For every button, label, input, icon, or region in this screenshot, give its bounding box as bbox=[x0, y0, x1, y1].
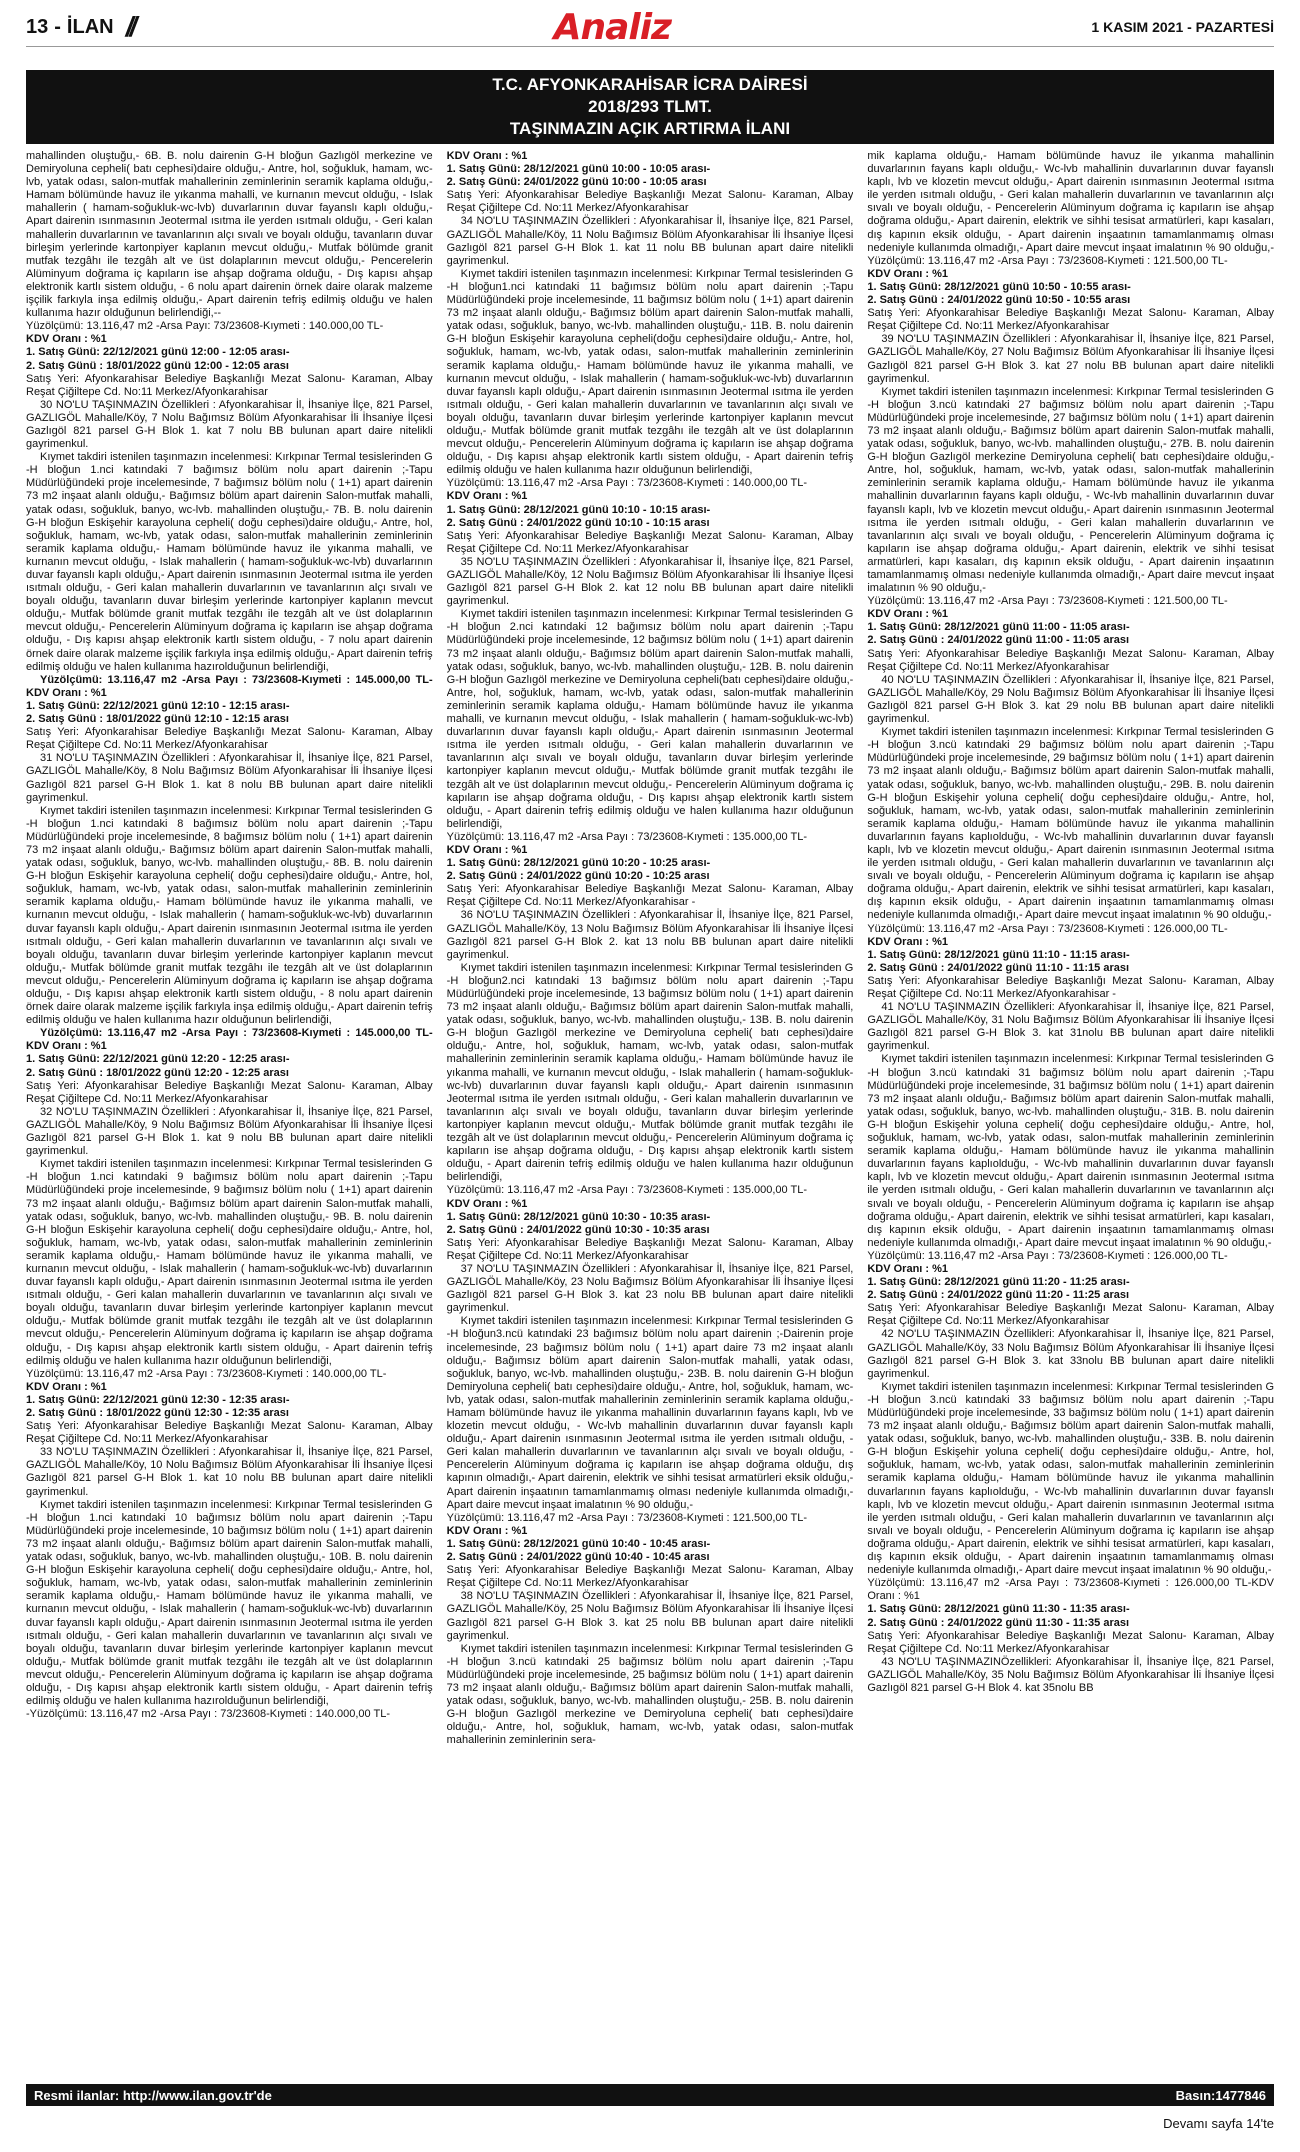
valuation-report: Kıymet takdiri istenilen taşınmazın incelenmesi: Kırkpınar Termal tesislerinden G -H bloğun 3.ncü katındaki 31 bağımsız bölüm nolu apart dairenin ;-Tapu Müdürlüğündeki proje incelemesinde, 31 bağımsız bölüm nolu ( 1+1) apart dairenin 73 m2 inşaat alanlı olduğu,- Bağımsız bölüm apart dairenin Salon-mutfak mahalli, yatak odası, soğukluk, banyo, wc-lvb. mahallinden oluştuğu,- 31B. B. nolu dairenin G-H bloğun Eskişehir yoluna cepheli( doğu cephesi)daire olduğu,- Antre, hol, soğukluk, hamam, wc-lvb, yatak odası, salon-mutfak mahallerinin zeminlerinin seramik kaplama olduğu,- Hamam bölümünde havuz ile yıkanma mahallinin duvarlarının fayans kaplıolduğu, - Wc-lvb mahallinin duvarlarının duvar fayanslı kaplı, lvb ve klozetin mevcut olduğu,- Apart dairenin ısınmasının Jeotermal ısıtma ile yerden ısıtmalı olduğu, - Geri kalan mahallerin duvarlarının ve tavanlarının alçı sıvalı ve boyalı olduğu, - Pencerelerin Alüminyum doğrama iç kapıların ise ahşap doğrama olduğu,- Apart dairenin, elektrik ve sihhi tesisat armatürleri, kapı kasaları, dış kapının eksik olduğu, - Apart dairenin inşaatının tamamlanmamış olması nedeniyle kullanımda olmadığı,- Apart daire mevcut inşaat imalatının % 90 olduğu,- bbox=[867, 1053, 1274, 1249]
valuation-report: Kıymet takdiri istenilen taşınmazın incelenmesi: Kırkpınar Termal tesislerinden G -H bloğun 3.ncü katındaki 29 bağımsız bölüm nolu apart dairenin ;-Tapu Müdürlüğündeki proje incelemesinde, 29 bağımsız bölüm nolu ( 1+1) apart dairenin 73 m2 inşaat alanlı olduğu,- Bağımsız bölüm apart dairenin Salon-mutfak mahalli, yatak odası, soğukluk, banyo, wc-lvb. mahallinden oluştuğu,- 29B. B. nolu dairenin G-H bloğun Eskişehir yoluna cepheli( doğu cephesi)daire olduğu,- Antre, hol, soğukluk, hamam, wc-lvb, yatak odası, salon-mutfak mahallerinin zeminlerinin seramik kaplama olduğu,- Hamam bölümünde havuz ile yıkanma mahallinin duvarlarının fayans kaplıolduğu, - Wc-lvb mahallinin duvarlarının duvar fayanslı kaplı, lvb ve klozetin mevcut olduğu,- Apart dairenin ısınmasının Jeotermal ısıtma ile yerden ısıtmalı olduğu, - Geri kalan mahallerin duvarlarının ve tavanlarının alçı sıvalı ve boyalı olduğu, - Pencerelerin Alüminyum doğrama iç kapıların ise ahşap doğrama olduğu,- Apart dairenin, elektrik ve sihhi tesisat armatürleri, kapı kasaları, dış kapının eksik olduğu, - Apart dairenin inşaatının tamamlanmamış olması nedeniyle kullanımda olmadığı,- Apart daire mevcut inşaat imalatının % 90 olduğu,- bbox=[867, 726, 1274, 922]
sale-place: Satış Yeri: Afyonkarahisar Belediye Başkanlığı Mezat Salonu- Karaman, Albay Reşat Çiğiltepe Cd. No:11 Merkez/Afyonkarahisar bbox=[26, 372, 433, 398]
notice-title: TAŞINMAZIN AÇIK ARTIRMA İLANI bbox=[509, 119, 791, 138]
valuation-report: Kıymet takdiri istenilen taşınmazın incelenmesi: Kırkpınar Termal tesislerinden G -H bloğun1.nci katındaki 11 bağımsız bölüm nolu apart dairenin ;-Tapu Müdürlüğündeki proje incelemesinde, 11 bağımsız bölüm nolu ( 1+1) apart dairenin 73 m2 inşaat alanlı olduğu,- Bağımsız bölüm apart dairenin Salon-mutfak mahalli, yatak odası, soğukluk, banyo, wc-lvb. mahallinden oluştuğu,- 11B. B. nolu dairenin G-H bloğun Eskişehir karayoluna cepheli(doğu cephesi)daire olduğu,- Antre, hol, soğukluk, hamam, wc-lvb, yatak odası, salon-mutfak mahallerinin zeminlerinin seramik kaplama olduğu,- Hamam bölümünde havuz ile yıkanma mahalli, ve kurnanın mevcut olduğu, - Islak mahallerin ( hamam-soğukluk-wc-lvb) duvarlarının duvar fayanslı kaplı olduğu,- Apart dairenin ısınmasının Jeotermal ısıtma ile yerden ısıtmalı olduğu, - Geri kalan mahallerin duvarlarının ve tavanlarının alçı sıvalı ve boyalı olduğu, tavanların duvar birleşim yerlerinde kartonpiyer kaplanın mevcut olduğu,- Mutfak bölümde granit mutfak tezgâhı ile tezgâh alt ve üst dolaplarının mevcut olduğu,- Pencerelerin Alüminyum doğrama iç kapıların ise ahşap doğrama olduğu, - Dış kapısı ahşap elektronik kartlı sistem olduğu, - Apart dairenin tefriş edilmiş olduğu ve halen kullanıma hazır olduğunun belirlendiği, bbox=[446, 267, 854, 477]
property-value: Yüzölçümü: 13.116,47 m2 -Arsa Payı : 73/23608-Kıymeti : 145.000,00 TL-KDV Oranı : %1 bbox=[26, 1027, 433, 1053]
kdv-rate: KDV Oranı : %1 bbox=[26, 333, 107, 346]
sale-date-2: 2. Satış Günü : 24/01/2022 günü 10:30 - 10:35 arası bbox=[446, 1223, 710, 1236]
kdv-rate: KDV Oranı : %1 bbox=[867, 608, 949, 621]
sale-date-1: 1. Satış Günü: 28/12/2021 günü 10:20 - 10:25 arası- bbox=[446, 857, 711, 870]
sale-date-1: 1. Satış Günü: 22/12/2021 günü 12:20 - 12:25 arası- bbox=[26, 1053, 290, 1066]
column-2 bbox=[447, 150, 854, 2075]
valuation-report: Kıymet takdiri istenilen taşınmazın incelenmesi: Kırkpınar Termal tesislerinden G -H bloğun 2.nci katındaki 12 bağımsız bölüm nolu apart dairenin ;-Tapu Müdürlüğündeki proje incelemesinde, 12 bağımsız bölüm nolu ( 1+1) apart dairenin 73 m2 inşaat alanlı olduğu,- Bağımsız bölüm apart dairenin Salon-mutfak mahalli, yatak odası, soğukluk, banyo, wc-lvb. mahallinden oluştuğu,- 12B. B. nolu dairenin G-H bloğun Gazlıgöl merkezine ve Demiryoluna cepheli(batı cephesi)daire olduğu,- Antre, hol, soğukluk, hamam, wc-lvb, yatak odası, salon-mutfak mahallerinin zeminlerinin seramik kaplama olduğu,- Hamam bölümünde havuz ile yıkanma mahalli, ve kurnanın mevcut olduğu, - Islak mahallerin ( hamam-soğukluk-wc-lvb) duvarlarının duvar fayanslı kaplı olduğu,- Apart dairenin ısınmasının Jeotermal ısıtma ile yerden ısıtmalı olduğu, - Geri kalan mahallerin duvarlarının ve tavanlarının alçı sıvalı ve boyalı olduğu, tavanların duvar birleşim yerlerinde kartonpiyer kaplanın mevcut olduğu,- Mutfak bölümde granit mutfak tezgâhı ile tezgâh alt ve üst dolaplarının mevcut olduğu,- Pencerelerin Alüminyum doğrama iç kapıların ise ahşap doğrama olduğu, - Dış kapısı ahşap elektronik kartlı sistem olduğu, - Apart dairenin tefriş edilmiş olduğu ve halen kullanıma hazır olduğunun belirlendiği, bbox=[446, 608, 854, 830]
paragraph: mik kaplama olduğu,- Hamam bölümünde havuz ile yıkanma mahallinin duvarlarının fayans kaplı olduğu,- Wc-lvb mahallinin duvarlarının duvar fayanslı kaplı, lvb ve klozetin mevcut olduğu,- Apart dairenin ısınmasının Jeotermal ısıtma ile yerden ısıtmalı olduğu, - Geri kalan mahallerin duvarlarının ve tavanlarının alçı sıvalı ve boyalı olduğu, - Pencerelerin Alüminyum doğrama iç kapıların ise ahşap doğrama olduğu,- Apart dairenin, elektrik ve sihhi tesisat armatürleri, kapı kasaları, dış kapının eksik olduğu, - Apart dairenin inşaatının tamamlanmamış olması nedeniyle kullanımda olmadığı,- Apart daire mevcut inşaat imalatının % 90 olduğu,-Yüzölçümü: 13.116,47 m2 -Arsa Payı : 73/23608-Kıymeti : 121.500,00 TL- bbox=[867, 150, 1274, 267]
sale-place: Satış Yeri: Afyonkarahisar Belediye Başkanlığı Mezat Salonu- Karaman, Albay Reşat Çiğiltepe Cd. No:11 Merkez/Afyonkarahisar - bbox=[446, 883, 854, 909]
property-value: Yüzölçümü: 13.116,47 m2 -Arsa Payı : 73/23608-Kıymeti : 135.000,00 TL- bbox=[446, 830, 808, 843]
kdv-rate: KDV Oranı : %1 bbox=[446, 1524, 528, 1537]
valuation-report: Kıymet takdiri istenilen taşınmazın incelenmesi: Kırkpınar Termal tesislerinden G -H bloğun 1.nci katındaki 10 bağımsız bölüm nolu apart dairenin ;-Tapu Müdürlüğündeki proje incelemesinde, 10 bağımsız bölüm nolu ( 1+1) apart dairenin 73 m2 inşaat alanlı olduğu,- Bağımsız bölüm apart dairenin Salon-mutfak mahalli, yatak odası, soğukluk, banyo, wc-lvb. mahallinden oluştuğu,- 10B. B. nolu dairenin G-H bloğun Eskişehir karayoluna cepheli( doğu cephesi)daire olduğu,- Antre, hol, soğukluk, hamam, wc-lvb, yatak odası, salon-mutfak mahallerinin zeminlerinin seramik kaplama olduğu,- Hamam bölümünde havuz ile yıkanma mahalli, ve kurnanın mevcut olduğu, - Islak mahallerin ( hamam-soğukluk-wc-lvb) duvarlarının duvar fayanslı kaplı olduğu,- Apart dairenin ısınmasının Jeotermal ısıtma ile yerden ısıtmalı olduğu, - Geri kalan mahallerin duvarlarının ve tavanlarının alçı sıvalı ve boyalı olduğu, tavanların duvar birleşim yerlerinde kartonpiyer kaplanın mevcut olduğu,- Mutfak bölümde granit mutfak tezgâhı ile tezgâh alt ve üst dolaplarının mevcut olduğu,- Pencerelerin Alüminyum doğrama iç kapıların ise ahşap doğrama olduğu, - Dış kapısı ahşap elektronik kartlı sistem olduğu, - Apart dairenin tefriş edilmiş olduğu ve halen kullanıma hazırolduğunun belirlendiği, bbox=[26, 1498, 433, 1708]
masthead-left bbox=[26, 11, 133, 43]
slashes-decoration-icon: // bbox=[125, 11, 134, 42]
property-value: Yüzölçümü: 13.116,47 m2 -Arsa Payı : 73/23608-Kıymeti : 145.000,00 TL-KDV Oranı : %1 bbox=[26, 673, 433, 699]
property-features: 38 NO'LU TAŞINMAZIN Özellikleri : Afyonkarahisar İl, İhsaniye İlçe, 821 Parsel, GAZLIGÖL Mahalle/Köy, 25 Nolu Bağımsız Bölüm Afyonkarahisar İli İhsaniye İlçesi Gazlıgöl 821 parsel G-H Blok 3. kat 25 nolu BB bulunan apart daire nitelikli gayrimenkul. bbox=[446, 1590, 854, 1642]
property-value: -Yüzölçümü: 13.116,47 m2 -Arsa Payı : 73/23608-Kıymeti : 140.000,00 TL- bbox=[26, 1708, 391, 1721]
sale-place: Satış Yeri: Afyonkarahisar Belediye Başkanlığı Mezat Salonu- Karaman, Albay Reşat Çiğiltepe Cd. No:11 Merkez/Afyonkarahisar bbox=[26, 726, 433, 752]
sale-date-2: 2. Satış Günü : 18/01/2022 günü 12:20 - 12:25 arası bbox=[26, 1066, 289, 1079]
property-features: 39 NO'LU TAŞINMAZIN Özellikleri : Afyonkarahisar İl, İhsaniye İlçe, 821 Parsel, GAZLIGÖL Mahalle/Köy, 27 Nolu Bağımsız Bölüm Afyonkarahisar İli İhsaniye İlçesi Gazlıgöl 821 parsel G-H Blok 3. kat 27 nolu BB bulunan apart daire nitelikli gayrimenkul. bbox=[867, 333, 1274, 385]
property-value: Yüzölçümü: 13.116,47 m2 -Arsa Payı : 73/23608-Kıymeti : 135.000,00 TL- bbox=[446, 1184, 808, 1197]
property-features: 36 NO'LU TAŞINMAZIN Özellikleri : Afyonkarahisar İl, İhsaniye İlçe, 821 Parsel, GAZLIGÖL Mahalle/Köy, 13 Nolu Bağımsız Bölüm Afyonkarahisar İli İhsaniye İlçesi Gazlıgöl 821 parsel G-H Blok 2. kat 13 nolu BB bulunan apart daire nitelikli gayrimenkul. bbox=[446, 909, 854, 961]
property-value: Yüzölçümü: 13.116,47 m2 -Arsa Payı : 73/23608-Kıymeti : 126.000,00 TL- bbox=[867, 1249, 1228, 1262]
notice-body bbox=[26, 150, 1274, 2075]
sale-date-1: 1. Satış Günü: 22/12/2021 günü 12:10 - 12:15 arası- bbox=[26, 699, 290, 712]
sale-date-2: 2. Satış Günü : 18/01/2022 günü 12:00 - 12:05 arası bbox=[26, 359, 289, 372]
sale-date-1: 1. Satış Günü: 28/12/2021 günü 10:40 - 10:45 arası- bbox=[446, 1537, 711, 1550]
notice-case-number: 2018/293 TLMT. bbox=[588, 97, 712, 116]
valuation-report: Kıymet takdiri istenilen taşınmazın incelenmesi: Kırkpınar Termal tesislerinden G -H bloğun3.ncü katındaki 23 bağımsız bölüm nolu apart dairenin ;-Dairenin proje incelemesinde, 23 bağımsız bölüm nolu ( 1+1) apart daire 73 m2 inşaat alanlı olduğu,- Bağımsız bölüm apart dairenin Salon-mutfak mahalli, yatak odası, soğukluk, banyo, wc-lvb. mahallinden oluştuğu,- 23B. B. nolu dairenin G-H bloğun Demiryoluna cepheli( batı cephesi)daire olduğu,- Antre, hol, soğukluk, hamam, wc-lvb, yatak odası, salon-mutfak mahallerinin zeminlerinin seramik kaplama olduğu,- Hamam bölümünde havuz ile yıkanma mahallinin duvarlarının fayans kaplı, lvb ve klozetin mevcut olduğu, - Wc-lvb mahallinin duvarlarının duvar fayanslı kaplı olduğu,- Apart dairenin ısınmasının Jeotermal ısıtma ile yerden ısıtmalı olduğu, - Geri kalan mahallerin duvarlarının ve tavanlarının alçı sıvalı ve boyalı olduğu, - Pencerelerin Alüminyum doğrama iç kapıların ise ahşap doğrama olduğu, dış kapının olmadığı,- Apart dairenin, elektrik ve sihhi tesisat armatürleri eksik olduğu,- Apart dairenin inşaatının tamamlanmamış olması nedeniyle kullanımda olmadığı,- Apart daire mevcut inşaat imalatının % 90 olduğu,- bbox=[446, 1315, 854, 1511]
column-1 bbox=[26, 150, 433, 2075]
sale-date-1: 1. Satış Günü: 28/12/2021 günü 10:50 - 10:55 arası- bbox=[867, 280, 1131, 293]
property-features: 41 NO'LU TAŞINMAZIN Özellikleri: Afyonkarahisar İl, İhsaniye İlçe, 821 Parsel, GAZLIGÖL Mahalle/Köy, 31 Nolu Bağımsız Bölüm Afyonkarahisar İli İhsaniye İlçesi Gazlıgöl 821 parsel G-H Blok 3. kat 31nolu BB bulunan apart daire nitelikli gayrimenkul. bbox=[867, 1001, 1274, 1053]
sale-date-1: 1. Satış Günü: 28/12/2021 günü 10:10 - 10:15 arası- bbox=[446, 503, 711, 516]
sale-date-2: 2. Satış Günü : 18/01/2022 günü 12:10 - 12:15 arası bbox=[26, 713, 289, 726]
sale-place: Satış Yeri: Afyonkarahisar Belediye Başkanlığı Mezat Salonu- Karaman, Albay Reşat Çiğiltepe Cd. No:11 Merkez/Afyonkarahisar bbox=[867, 1629, 1274, 1655]
sale-place: Satış Yeri: Afyonkarahisar Belediye Başkanlığı Mezat Salonu- Karaman, Albay Reşat Çiğiltepe Cd. No:11 Merkez/Afyonkarahisar bbox=[867, 1302, 1274, 1328]
sale-place: Satış Yeri: Afyonkarahisar Belediye Başkanlığı Mezat Salonu- Karaman, Albay Reşat Çiğiltepe Cd. No:11 Merkez/Afyonkarahisar bbox=[867, 307, 1274, 333]
property-features: 33 NO'LU TAŞINMAZIN Özellikleri : Afyonkarahisar İl, İhsaniye İlçe, 821 Parsel, GAZLIGÖL Mahalle/Köy, 10 Nolu Bağımsız Bölüm Afyonkarahisar İli İhsaniye İlçesi Gazlıgöl 821 parsel G-H Blok 1. kat 10 nolu BB bulunan apart daire nitelikli gayrimenkul. bbox=[26, 1446, 433, 1498]
section-title: İLAN bbox=[66, 15, 114, 38]
sale-date-1: 1. Satış Günü: 28/12/2021 günü 11:00 - 11:05 arası- bbox=[867, 621, 1130, 634]
official-ads-link[interactable]: Resmi ilanlar: http://www.ilan.gov.tr'de bbox=[34, 2087, 272, 2103]
property-value: Yüzölçümü: 13.116,47 m2 -Arsa Payı : 73/23608-Kıymeti : 126.000,00 TL- bbox=[867, 922, 1228, 935]
kdv-rate: KDV Oranı : %1 bbox=[446, 1197, 528, 1210]
sale-date-2: 2. Satış Günü : 24/01/2022 günü 11:20 - 11:25 arası bbox=[867, 1289, 1130, 1302]
sale-date-1: 1. Satış Günü: 22/12/2021 günü 12:30 - 12:35 arası- bbox=[26, 1393, 290, 1406]
press-number: Basın:1477846 bbox=[1175, 2087, 1266, 2103]
continued-note: Devamı sayfa 14'te bbox=[1163, 2116, 1274, 2131]
property-value: Yüzölçümü: 13.116,47 m2 -Arsa Payı : 73/23608-Kıymeti : 121.500,00 TL- bbox=[446, 1511, 808, 1524]
valuation-report: Kıymet takdiri istenilen taşınmazın incelenmesi: Kırkpınar Termal tesislerinden G -H bloğun 3.ncü katındaki 25 bağımsız bölüm nolu apart dairenin ;-Tapu Müdürlüğündeki proje incelemesinde, 25 bağımsız bölüm nolu ( 1+1) apart dairenin 73 m2 inşaat alanlı olduğu,- Bağımsız bölüm apart dairenin Salon-mutfak mahalli, yatak odası, soğukluk, banyo, wc-lvb. mahallinden oluştuğu,- 25B. B. nolu dairenin G-H bloğun Gazlıgöl merkezine ve Demiryoluna cepheli( batı cephesi)daire olduğu,- Antre, hol, soğukluk, hamam, wc-lvb, yatak odası, salon-mutfak mahallerinin zeminlerinin sera- bbox=[446, 1642, 854, 1747]
property-features: 31 NO'LU TAŞINMAZIN Özellikleri : Afyonkarahisar İl, İhsaniye İlçe, 821 Parsel, GAZLIGÖL Mahalle/Köy, 8 Nolu Bağımsız Bölüm Afyonkarahisar İli İhsaniye İlçesi Gazlıgöl 821 parsel G-H Blok 1. kat 8 nolu BB bulunan apart daire nitelikli gayrimenkul. bbox=[26, 752, 433, 804]
section-title-prefix: - bbox=[54, 15, 61, 38]
valuation-report: Kıymet takdiri istenilen taşınmazın incelenmesi: Kırkpınar Termal tesislerinden G -H bloğun 3.ncü katındaki 27 bağımsız bölüm nolu apart dairenin ;-Tapu Müdürlüğündeki proje incelemesinde, 27 bağımsız bölüm nolu ( 1+1) apart dairenin 73 m2 inşaat alanlı olduğu,- Bağımsız bölüm apart dairenin Salon-mutfak mahalli, yatak odası, soğukluk, banyo, wc-lvb. mahallinden oluştuğu,- 27B. B. nolu dairenin G-H bloğun Gazlıgöl merkezine Demiryoluna cepheli( batı cephesi)daire olduğu,- Antre, hol, soğukluk, hamam, wc-lvb, yatak odası, salon-mutfak mahallerinin zeminlerinin seramik kaplama olduğu,- Hamam bölümünde havuz ile yıkanma mahallinin duvarlarının fayans kaplı olduğu, - Wc-lvb mahallinin duvarlarının duvar fayanslı kaplı, lvb ve klozetin mevcut olduğu,- Apart dairenin ısınmasının Jeotermal ısıtma ile yerden ısıtmalı olduğu, - Geri kalan mahallerin duvarlarının ve tavanlarının alçı sıvalı ve boyalı olduğu, - Pencerelerin Alüminyum doğrama iç kapıların ise ahşap doğrama olduğu,- Apart dairenin, elektrik ve sihhi tesisat armatürleri, kapı kasaları, dış kapının eksik olduğu, - Apart dairenin inşaatının tamamlanmamış olması nedeniyle kullanımda olmadığı,- Apart daire mevcut inşaat imalatının % 90 olduğu,- bbox=[867, 385, 1274, 595]
footer-bar bbox=[26, 2084, 1274, 2106]
sale-date-1: 1. Satış Günü: 22/12/2021 günü 12:00 - 12:05 arası- bbox=[26, 346, 290, 359]
property-value: Yüzölçümü: 13.116,47 m2 -Arsa Payı : 73/23608-Kıymeti : 121.500,00 TL- bbox=[867, 595, 1228, 608]
kdv-rate: KDV Oranı : %1 bbox=[446, 490, 528, 503]
valuation-report: Kıymet takdiri istenilen taşınmazın incelenmesi: Kırkpınar Termal tesislerinden G -H bloğun 1.nci katındaki 7 bağımsız bölüm nolu apart dairenin ;-Tapu Müdürlüğündeki proje incelemesinde, 7 bağımsız bölüm nolu ( 1+1) apart dairenin 73 m2 inşaat alanlı olduğu,- Bağımsız bölüm apart dairenin Salon-mutfak mahalli, yatak odası, soğukluk, banyo, wc-lvb. mahallinden oluştuğu,- 7B. B. nolu dairenin G-H bloğun Eskişehir karayoluna cepheli( doğu cephesi)daire olduğu,- Antre, hol, soğukluk, hamam, wc-lvb, yatak odası, salon-mutfak mahallerinin zeminlerinin seramik kaplama olduğu,- Hamam bölümünde havuz ile yıkanma mahalli, ve kurnanın mevcut olduğu, - Islak mahallerin ( hamam-soğukluk-wc-lvb) duvarlarının duvar fayanslı kaplı olduğu,- Apart dairenin ısınmasının Jeotermal ısıtma ile yerden ısıtmalı olduğu, - Geri kalan mahallerin duvarlarının ve tavanlarının alçı sıvalı ve boyalı olduğu, tavanların duvar birleşim yerlerinde kartonpiyer kaplanın mevcut olduğu,- Mutfak bölümde granit mutfak tezgâhı ile tezgâh alt ve üst dolaplarının mevcut olduğu,- Pencerelerin Alüminyum doğrama iç kapıların ise ahşap doğrama olduğu, - Dış kapısı ahşap elektronik kartlı sistem olduğu, - 7 nolu apart dairenin örnek daire olarak malzeme işçilik farkıyla inşa edilmiş olduğu,- Apart dairenin tefriş edilmiş olduğu ve halen kullanıma hazırolduğunun belirlendiği, bbox=[26, 451, 433, 673]
valuation-report: Kıymet takdiri istenilen taşınmazın incelenmesi: Kırkpınar Termal tesislerinden G -H bloğun 1.nci katındaki 8 bağımsız bölüm nolu apart dairenin ;-Tapu Müdürlüğündeki proje incelemesinde, 8 bağımsız bölüm nolu ( 1+1) apart dairenin 73 m2 inşaat alanlı olduğu,- Bağımsız bölüm apart dairenin Salon-mutfak mahalli, yatak odası, soğukluk, banyo, wc-lvb. mahallinden oluştuğu,- 8B. B. nolu dairenin G-H bloğun Eskişehir karayoluna cepheli( doğu cephesi)daire olduğu,- Antre, hol, soğukluk, hamam, wc-lvb, yatak odası, salon-mutfak mahallerinin zeminlerinin seramik kaplama olduğu,- Hamam bölümünde havuz ile yıkanma mahalli, ve kurnanın mevcut olduğu, - Islak mahallerin ( hamam-soğukluk-wc-lvb) duvarlarının duvar fayanslı kaplı olduğu,- Apart dairenin ısınmasının Jeotermal ısıtma ile yerden ısıtmalı olduğu, - Geri kalan mahallerin duvarlarının ve tavanlarının alçı sıvalı ve boyalı olduğu, tavanların duvar birleşim yerlerinde kartonpiyer kaplanın mevcut olduğu,- Mutfak bölümde granit mutfak tezgâhı ile tezgâh alt ve üst dolaplarının mevcut olduğu,- Pencerelerin Alüminyum doğrama iç kapıların ise ahşap doğrama olduğu, - Dış kapısı ahşap elektronik kartlı sistem olduğu, - 8 nolu apart dairenin örnek daire olarak malzeme işçilik farkıyla inşa edilmiş olduğu,- Apart dairenin tefriş edilmiş olduğu ve halen kullanıma hazır olduğunun belirlendiği, bbox=[26, 804, 433, 1027]
property-features: 30 NO'LU TAŞINMAZIN Özellikleri : Afyonkarahisar İl, İhsaniye İlçe, 821 Parsel, GAZLIGÖL Mahalle/Köy, 7 Nolu Bağımsız Bölüm Afyonkarahisar İli İhsaniye İlçesi Gazlıgöl 821 parsel G-H Blok 1. kat 7 nolu BB bulunan apart daire nitelikli gayrimenkul. bbox=[26, 398, 433, 451]
sale-date-2: 2. Satış Günü : 24/01/2022 günü 10:40 - 10:45 arası bbox=[446, 1551, 710, 1564]
sale-place: Satış Yeri: Afyonkarahisar Belediye Başkanlığı Mezat Salonu- Karaman, Albay Reşat Çiğiltepe Cd. No:11 Merkez/Afyonkarahisar bbox=[446, 1236, 854, 1262]
sale-place: Satış Yeri: Afyonkarahisar Belediye Başkanlığı Mezat Salonu- Karaman, Albay Reşat Çiğiltepe Cd. No:11 Merkez/Afyonkarahisar bbox=[446, 189, 854, 215]
sale-date-1: 1. Satış Günü: 28/12/2021 günü 10:30 - 10:35 arası- bbox=[446, 1210, 711, 1223]
sale-date-2: 2. Satış Günü: 24/01/2022 günü 10:00 - 10:05 arası bbox=[446, 176, 707, 189]
notice-authority: T.C. AFYONKARAHİSAR İCRA DAİRESİ bbox=[492, 75, 808, 94]
sale-place: Satış Yeri: Afyonkarahisar Belediye Başkanlığı Mezat Salonu- Karaman, Albay Reşat Çiğiltepe Cd. No:11 Merkez/Afyonkarahisar bbox=[26, 1420, 433, 1446]
property-features: 42 NO'LU TAŞINMAZIN Özellikleri: Afyonkarahisar İl, İhsaniye İlçe, 821 Parsel, GAZLIGÖL Mahalle/Köy, 33 Nolu Bağımsız Bölüm Afyonkarahisar İli İhsaniye İlçesi Gazlıgöl 821 parsel G-H Blok 3. kat 33nolu BB bulunan apart daire nitelikli gayrimenkul. bbox=[867, 1328, 1274, 1380]
sale-date-2: 2. Satış Günü : 24/01/2022 günü 10:10 - 10:15 arası bbox=[446, 516, 710, 529]
property-features: 32 NO'LU TAŞINMAZIN Özellikleri : Afyonkarahisar İl, İhsaniye İlçe, 821 Parsel, GAZLIGÖL Mahalle/Köy, 9 Nolu Bağımsız Bölüm Afyonkarahisar İli İhsaniye İlçesi Gazlıgöl 821 parsel G-H Blok 1. kat 9 nolu BB bulunan apart daire nitelikli gayrimenkul. bbox=[26, 1105, 433, 1158]
kdv-rate: KDV Oranı : %1 bbox=[867, 935, 949, 948]
property-value: Yüzölçümü: 13.116,47 m2 -Arsa Payı : 73/23608-Kıymeti : 126.000,00 TL-KDV Oranı : %1 bbox=[867, 1577, 1274, 1603]
property-features: 35 NO'LU TAŞINMAZIN Özellikleri : Afyonkarahisar İl, İhsaniye İlçe, 821 Parsel, GAZLIGÖL Mahalle/Köy, 12 Nolu Bağımsız Bölüm Afyonkarahisar İli İhsaniye İlçesi Gazlıgöl 821 parsel G-H Blok 2. kat 12 nolu BB bulunan apart daire nitelikli gayrimenkul. bbox=[446, 555, 854, 608]
sale-date-2: 2. Satış Günü : 24/01/2022 günü 10:50 - 10:55 arası bbox=[867, 294, 1131, 307]
kdv-rate: KDV Oranı : %1 bbox=[446, 843, 528, 856]
sale-date-1: 1. Satış Günü: 28/12/2021 günü 10:00 - 10:05 arası- bbox=[446, 163, 711, 176]
kdv-rate: KDV Oranı : %1 bbox=[867, 1262, 949, 1275]
issue-date: 1 KASIM 2021 - PAZARTESİ bbox=[1091, 19, 1274, 35]
valuation-report: Kıymet takdiri istenilen taşınmazın incelenmesi: Kırkpınar Termal tesislerinden G -H bloğun2.nci katındaki 13 bağımsız bölüm nolu apart dairenin ;-Tapu Müdürlüğündeki proje incelemesinde, 13 bağımsız bölüm nolu ( 1+1) apart dairenin 73 m2 inşaat alanlı olduğu,- Bağımsız bölüm apart dairenin Salon-mutfak mahalli, yatak odası, soğukluk, banyo, wc-lvb. mahallinden oluştuğu,- 13B. B. nolu dairenin G-H bloğun Gazlıgöl merkezine ve Demiryoluna cepheli( batı cephesi)daire olduğu,- Antre, hol, soğukluk, hamam, wc-lvb, yatak odası, salon-mutfak mahallerinin zeminlerinin seramik kaplama olduğu,- Hamam bölümünde havuz ile yıkanma mahalli, ve kurnanın mevcut olduğu, - Islak mahallerin ( hamam-soğukluk-wc-lvb) duvarlarının duvar fayanslı kaplı olduğu,- Apart dairenin ısınmasının Jeotermal ısıtma ile yerden ısıtmalı olduğu, - Geri kalan mahallerin duvarlarının ve tavanlarının alçı sıvalı ve boyalı olduğu, tavanların duvar birleşim yerlerinde kartonpiyer kaplanın mevcut olduğu,- Mutfak bölümde granit mutfak tezgâhı ile tezgâh alt ve üst dolaplarının mevcut olduğu,- Pencerelerin Alüminyum doğrama iç kapıların ise ahşap doğrama olduğu, - Dış kapısı ahşap elektronik kartlı sistem olduğu, - Apart dairenin tefriş edilmiş olduğu ve halen kullanıma hazır olduğunun belirlendiği, bbox=[446, 961, 854, 1184]
sale-date-2: 2. Satış Günü : 24/01/2022 günü 11:30 - 11:35 arası bbox=[867, 1616, 1130, 1629]
sale-date-2: 2. Satış Günü : 18/01/2022 günü 12:30 - 12:35 arası bbox=[26, 1407, 289, 1419]
property-value: Yüzölçümü: 13.116,47 m2 -Arsa Payı: 73/23608-Kıymeti : 140.000,00 TL- bbox=[26, 320, 384, 333]
sale-date-1: 1. Satış Günü: 28/12/2021 günü 11:10 - 11:15 arası- bbox=[867, 948, 1130, 961]
sale-place: Satış Yeri: Afyonkarahisar Belediye Başkanlığı Mezat Salonu- Karaman, Albay Reşat Çiğiltepe Cd. No:11 Merkez/Afyonkarahisar bbox=[446, 1564, 854, 1590]
sale-place: Satış Yeri: Afyonkarahisar Belediye Başkanlığı Mezat Salonu- Karaman, Albay Reşat Çiğiltepe Cd. No:11 Merkez/Afyonkarahisar bbox=[867, 647, 1274, 673]
valuation-report: Kıymet takdiri istenilen taşınmazın incelenmesi: Kırkpınar Termal tesislerinden G -H bloğun 3.ncü katındaki 33 bağımsız bölüm nolu apart dairenin ;-Tapu Müdürlüğündeki proje incelemesinde, 33 bağımsız bölüm nolu ( 1+1) apart dairenin 73 m2 inşaat alanlı olduğu,- Bağımsız bölüm apart dairenin Salon-mutfak mahalli, yatak odası, soğukluk, banyo, wc-lvb. mahallinden oluştuğu,- 33B. B. nolu dairenin G-H bloğun Eskişehir yoluna cepheli( doğu cephesi)daire olduğu,- Antre, hol, soğukluk, hamam, wc-lvb, yatak odası, salon-mutfak mahallerinin zeminlerinin seramik kaplama olduğu,- Hamam bölümünde havuz ile yıkanma mahallinin duvarlarının fayans kaplıolduğu, - Wc-lvb mahallinin duvarlarının duvar fayanslı kaplı, lvb ve klozetin mevcut olduğu,- Apart dairenin ısınmasının Jeotermal ısıtma ile yerden ısıtmalı olduğu, - Geri kalan mahallerin duvarlarının ve tavanlarının alçı sıvalı ve boyalı olduğu, - Pencerelerin Alüminyum doğrama iç kapıların ise ahşap doğrama olduğu,- Apart dairenin, elektrik ve sihhi tesisat armatürleri, kapı kasaları, dış kapının eksik olduğu, - Apart dairenin inşaatının tamamlanmamış olması nedeniyle kullanımda olmadığı,- Apart daire mevcut inşaat imalatının % 90 olduğu,- bbox=[867, 1380, 1274, 1577]
masthead bbox=[26, 8, 1274, 47]
sale-place: Satış Yeri: Afyonkarahisar Belediye Başkanlığı Mezat Salonu- Karaman, Albay Reşat Çiğiltepe Cd. No:11 Merkez/Afyonkarahisar bbox=[446, 529, 854, 555]
sale-date-2: 2. Satış Günü : 24/01/2022 günü 10:20 - 10:25 arası bbox=[446, 870, 710, 883]
column-3 bbox=[867, 150, 1274, 2075]
valuation-report: Kıymet takdiri istenilen taşınmazın incelenmesi: Kırkpınar Termal tesislerinden G -H bloğun 1.nci katındaki 9 bağımsız bölüm nolu apart dairenin ;-Tapu Müdürlüğündeki proje incelemesinde, 9 bağımsız bölüm nolu ( 1+1) apart dairenin 73 m2 inşaat alanlı olduğu,- Bağımsız bölüm apart dairenin Salon-mutfak mahalli, yatak odası, soğukluk, banyo, wc-lvb. mahallinden oluştuğu,- 9B. B. nolu dairenin G-H bloğun Eskişehir karayoluna cepheli( doğu cephesi)daire olduğu,- Antre, hol, soğukluk, hamam, wc-lvb, yatak odası, salon-mutfak mahallerinin zeminlerinin seramik kaplama olduğu,- Hamam bölümünde havuz ile yıkanma mahalli, ve kurnanın mevcut olduğu, - Islak mahallerin ( hamam-soğukluk-wc-lvb) duvarlarının duvar fayanslı kaplı olduğu,- Apart dairenin ısınmasının Jeotermal ısıtma ile yerden ısıtmalı olduğu, - Geri kalan mahallerin duvarlarının ve tavanlarının alçı sıvalı ve boyalı olduğu, tavanların duvar birleşim yerlerinde kartonpiyer kaplanın mevcut olduğu,- Mutfak bölümde granit mutfak tezgâhı ile tezgâh alt ve üst dolaplarının mevcut olduğu,- Pencerelerin Alüminyum doğrama iç kapıların ise ahşap doğrama olduğu, - Dış kapısı ahşap elektronik kartlı sistem olduğu, - Apart dairenin tefriş edilmiş olduğu ve halen kullanıma hazır olduğunun belirlendiği, bbox=[26, 1158, 433, 1367]
sale-place: Satış Yeri: Afyonkarahisar Belediye Başkanlığı Mezat Salonu- Karaman, Albay Reşat Çiğiltepe Cd. No:11 Merkez/Afyonkarahisar - bbox=[867, 974, 1274, 1000]
property-features: 43 NO'LU TAŞINMAZINÖzellikleri: Afyonkarahisar İl, İhsaniye İlçe, 821 Parsel, GAZLIGÖL Mahalle/Köy, 35 Nolu Bağımsız Bölüm Afyonkarahisar İli İhsaniye İlçesi Gazlıgöl 821 parsel G-H Blok 4. kat 35nolu BB bbox=[867, 1655, 1274, 1694]
kdv-rate: KDV Oranı : %1 bbox=[867, 267, 949, 280]
property-features: 34 NO'LU TAŞINMAZIN Özellikleri : Afyonkarahisar İl, İhsaniye İlçe, 821 Parsel, GAZLIGÖL Mahalle/Köy, 11 Nolu Bağımsız Bölüm Afyonkarahisar İli İhsaniye İlçesi Gazlıgöl 821 parsel G-H Blok 1. kat 11 nolu BB bulunan apart daire nitelikli gayrimenkul. bbox=[446, 215, 854, 267]
kdv-rate: KDV Oranı : %1 bbox=[446, 150, 528, 162]
notice-header bbox=[26, 70, 1274, 144]
sale-place: Satış Yeri: Afyonkarahisar Belediye Başkanlığı Mezat Salonu- Karaman, Albay Reşat Çiğiltepe Cd. No:11 Merkez/Afyonkarahisar bbox=[26, 1079, 433, 1105]
sale-date-2: 2. Satış Günü : 24/01/2022 günü 11:10 - 11:15 arası bbox=[867, 961, 1130, 974]
paragraph: mahallinden oluştuğu,- 6B. B. nolu dairenin G-H bloğun Gazlıgöl merkezine ve Demiryoluna cepheli( batı cephesi)daire olduğu,- Antre, hol, soğukluk, hamam, wc-lvb, yatak odası, salon-mutfak mahallerinin zeminlerinin seramik kaplama olduğu,- Hamam bölümünde havuz ile yıkanma mahalli, ve kurnanın mevcut olduğu, - Islak mahallerin ( hamam-soğukluk-wc-lvb) duvarlarının duvar fayanslı kaplı olduğu,- Apart dairenin ısınmasının Jeotermal ısıtma ile yerden ısıtmalı olduğu, - Geri kalan mahallerin duvarlarının ve tavanlarının alçı sıvalı ve boyalı olduğu, tavanların duvar birleşim yerlerinde kartonpiyer kaplanın mevcut olduğu,- Mutfak bölümde granit mutfak tezgâhı ile tezgâh alt ve üst dolaplarının mevcut olduğu,- Pencerelerin Alüminyum doğrama iç kapıların ise ahşap doğrama olduğu, - Dış kapısı ahşap elektronik kartlı sistem olduğu, - 6 nolu apart dairenin örnek daire olarak malzeme işçilik farkıyla inşa edilmiş olduğu,- Apart dairenin tefriş edilmiş olduğu ve halen kullanıma hazır olduğunun belirlendiği,-- bbox=[26, 150, 433, 320]
page-number: 13 bbox=[26, 15, 49, 38]
sale-date-2: 2. Satış Günü : 24/01/2022 günü 11:00 - 11:05 arası bbox=[867, 634, 1130, 647]
property-features: 37 NO'LU TAŞINMAZIN Özellikleri : Afyonkarahisar İl, İhsaniye İlçe, 821 Parsel, GAZLIGÖL Mahalle/Köy, 23 Nolu Bağımsız Bölüm Afyonkarahisar İli İhsaniye İlçesi Gazlıgöl 821 parsel G-H Blok 3. kat 23 nolu BB bulunan apart daire nitelikli gayrimenkul. bbox=[446, 1262, 854, 1315]
property-value: Yüzölçümü: 13.116,47 m2 -Arsa Payı : 73/23608-Kıymeti : 140.000,00 TL- bbox=[446, 477, 808, 490]
sale-date-1: 1. Satış Günü: 28/12/2021 günü 11:30 - 11:35 arası- bbox=[867, 1603, 1130, 1616]
kdv-rate: KDV Oranı : %1 bbox=[26, 1380, 107, 1393]
property-features: 40 NO'LU TAŞINMAZIN Özellikleri : Afyonkarahisar İl, İhsaniye İlçe, 821 Parsel, GAZLIGÖL Mahalle/Köy, 29 Nolu Bağımsız Bölüm Afyonkarahisar İli İhsaniye İlçesi Gazlıgöl 821 parsel G-H Blok 3. kat 29 nolu BB bulunan apart daire nitelikli gayrimenkul. bbox=[867, 673, 1274, 726]
newspaper-logo: Analiz bbox=[553, 6, 671, 48]
property-value: Yüzölçümü: 13.116,47 m2 -Arsa Payı : 73/23608-Kıymeti : 140.000,00 TL- bbox=[26, 1367, 387, 1380]
sale-date-1: 1. Satış Günü: 28/12/2021 günü 11:20 - 11:25 arası- bbox=[867, 1276, 1130, 1289]
